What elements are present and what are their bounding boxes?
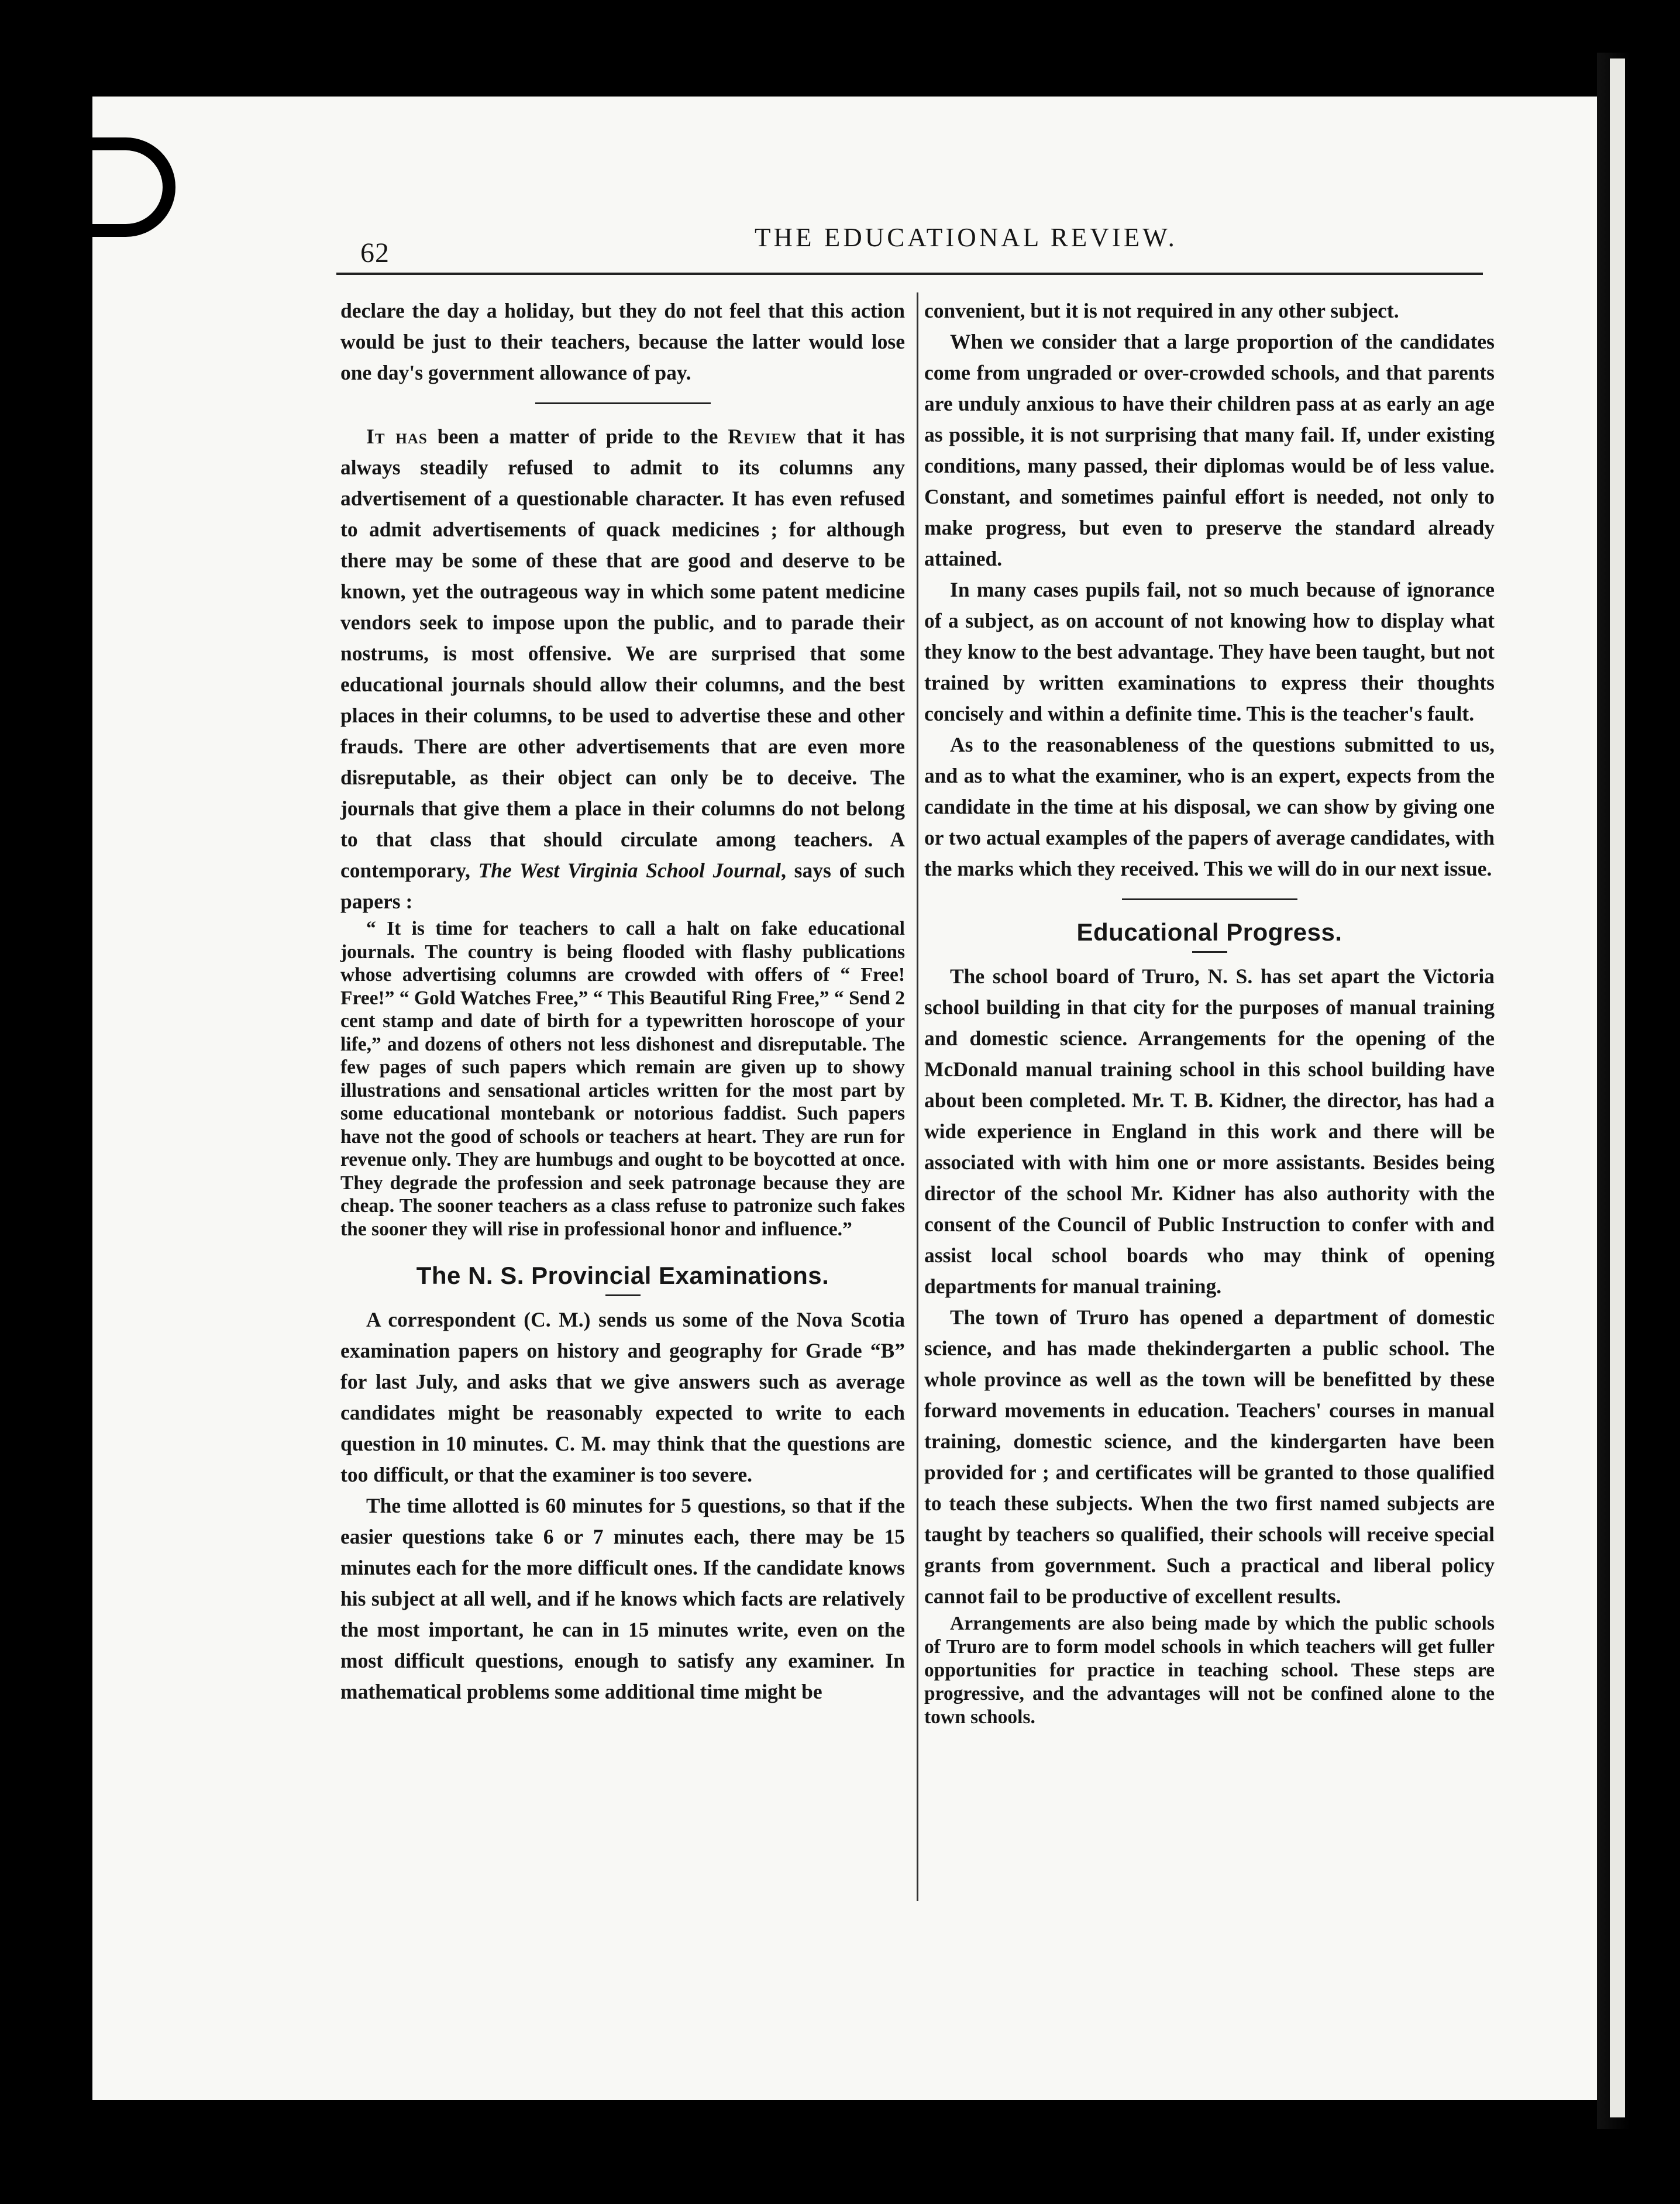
- paragraph-text: that it has always steadily refused to admit to its columns any advertisement of a questionable character. It has even refused to admit advertisements of quack medicines ; for although there may be some of these that are good and deserve to be known, yet the outrageous way in which some patent medicine vendors seek to impose upon the public, and to parade their nostrums, is most offensive. We are surprised that some educational journals should allow their columns, and the best places in their columns, to be used to advertise these and other frauds. There are other advertisements that are even more disreputable, as their object can only be to deceive. The journals that give them a place in their columns do not belong to that class that should circulate among teachers. A contemporary,: [340, 425, 905, 882]
- heading-dash: [1192, 951, 1227, 953]
- paragraph: convenient, but it is not required in any other subject.: [924, 299, 1399, 322]
- block-quote: “ It is time for teachers to call a halt on fake educational journals. The country is being flooded with flashy publications whose advertising columns are crowded with offers of “ Free! Free!” “ Gold Watches Free,” “ This Beautiful Ring Free,” “ Send 2 cent stamp and date of birth for a typewritten horoscope of your life,” and dozens of others not less dishonest and disreputable. The few pages of such papers which remain are given up to showy illustrations and sensational articles written for the most part by some educational montebank or notorious faddist. Such papers have not the good of schools or teachers at heart. They are run for revenue only. They are humbugs and ought to be boycotted at once. They degrade the profession and seek patronage because they are cheap. The sooner teachers as a class refuse to patronize such fakes the sooner they will rise in professional honor and influence.”: [340, 918, 905, 1240]
- running-title: THE EDUCATIONAL REVIEW.: [755, 223, 1178, 252]
- review-name: Review: [728, 425, 797, 448]
- paragraph: In many cases pupils fail, not so much because of ignorance of a subject, as on account of not knowing how to display what they know to the best advantage. They have been taught, but not trained by written examinations to express their thoughts concisely and within a definite time. This is the teacher's fault.: [924, 578, 1495, 725]
- section-heading: Educational Progress.: [1076, 918, 1342, 946]
- journal-title: The West Virginia School Journal: [478, 859, 782, 882]
- page-number: 62: [360, 237, 390, 268]
- separator-rule: [535, 402, 711, 404]
- next-page-edge: [1610, 58, 1625, 2117]
- paragraph: A correspondent (C. M.) sends us some of the Nova Scotia examination papers on history and geography for Grade “B” for last July, and asks that we give answers such as average candidates might be reasonably expected to write to each question in 10 minutes. C. M. may think that the questions are too difficult, or that the examiner is too severe.: [340, 1308, 905, 1486]
- section-separator: [340, 388, 905, 421]
- paragraph: Arrangements are also being made by which the public schools of Truro are to form model schools in which teachers will get fuller opportunities for practice in teaching school. These steps are progressive, and the advantages will not be confined alone to the town schools.: [924, 1613, 1495, 1728]
- separator-rule: [1122, 898, 1297, 900]
- paragraph-text: been a matter of pride to the: [427, 425, 728, 448]
- column-divider: [917, 292, 918, 1901]
- paragraph: As to the reasonableness of the questions submitted to us, and as to what the examiner, who is an expert, expects from the candidate in the time at his disposal, we can show by giving one or two actual examples of the papers of average candidates, with the marks which they received. This we will do in our next issue.: [924, 733, 1495, 880]
- paragraph: When we consider that a large proportion of the candidates come from ungraded or over-crowded schools, and that parents are unduly anxious to have their children pass at as early an age as possible, it is not surprising that many fail. If, under existing conditions, many passed, their diplomas would be of less value. Constant, and sometimes painful effort is needed, not only to make progress, but even to preserve the standard already attained.: [924, 330, 1495, 570]
- header-rule: [336, 273, 1483, 275]
- paragraph: The town of Truro has opened a department of domestic science, and has made thekindergarten a public school. The whole province as well as the town will be benefitted by these forward movements in education. Teachers' courses in manual training, domestic science, and the kindergarten have been provided for ; and certificates will be granted to those qualified to teach these subjects. When the two first named subjects are taught by teachers so qualified, their schools will receive special grants from government. Such a practical and liberal policy cannot fail to be productive of excellent results.: [924, 1306, 1495, 1608]
- paragraph: declare the day a holiday, but they do not feel that this action would be just to their teachers, because the latter would lose one day's government allowance of pay.: [340, 299, 905, 384]
- editorial-paragraph: [340, 421, 905, 917]
- right-column: [924, 295, 1495, 1729]
- paragraph-text: , says of such papers :: [340, 859, 905, 913]
- section-separator: [924, 884, 1495, 917]
- left-column: [340, 295, 905, 1707]
- paragraph: The time allotted is 60 minutes for 5 questions, so that if the easier questions take 6 or 7 minutes each, there may be 15 minutes each for the more difficult ones. If the candidate knows his subject at all well, and if he knows which facts are relatively the most important, he can in 15 minutes write, even on the most difficult questions, enough to satisfy any examiner. In mathematical problems some additional time might be: [340, 1494, 905, 1703]
- heading-dash: [605, 1294, 641, 1296]
- paragraph: The school board of Truro, N. S. has set apart the Victoria school building in that city for the purposes of manual training and domestic science. Arrangements for the opening of the McDonald manual training school in this school building have about been completed. Mr. T. B. Kidner, the director, has had a wide experience in England in this work and there will be associated with with him one or more assistants. Besides being director of the school Mr. Kidner has also authority with the consent of the Council of Public Instruction to confer with and assist local school boards who may think of opening departments for manual training.: [924, 965, 1495, 1298]
- spacer: [340, 1241, 905, 1261]
- lead-in: It has: [366, 425, 428, 448]
- section-heading: The N. S. Provincial Examinations.: [416, 1262, 829, 1289]
